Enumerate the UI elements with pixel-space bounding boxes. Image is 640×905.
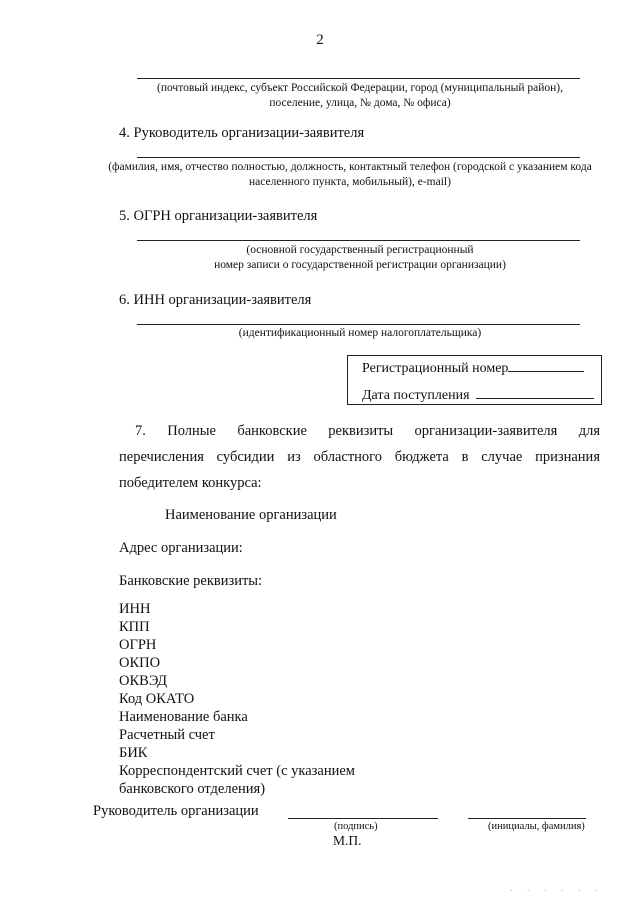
stamp-label: М.П. [333,833,362,848]
bank-field-bank-name: Наименование банка [119,709,248,725]
signature-caption: (подпись) [334,821,378,832]
address-fill-line [137,78,580,79]
bank-field-corr-account: Корреспондентский счет (с указанием [119,763,355,779]
org-address-label: Адрес организации: [119,540,243,556]
bank-field-corr-account-cont: банковского отделения) [119,781,266,797]
bank-field-account: Расчетный счет [119,727,215,743]
footer-marks: . . . . . . [510,883,604,894]
item-5-caption [150,243,570,273]
item-7-paragraph [119,418,600,496]
received-date-label: Дата поступления [362,388,470,403]
head-signature-label: Руководитель организации [93,803,259,819]
bank-fields-list [119,600,355,798]
received-date-row [362,385,594,404]
name-caption: (инициалы, фамилия) [488,821,585,832]
bank-field-okato: Код ОКАТО [119,691,195,707]
address-caption-line-2: поселение, улица, № дома, № офиса) [269,97,451,109]
registration-box [347,355,602,405]
item-5-caption-line-2: номер записи о государственной регистрации организации) [214,259,506,271]
bank-field-kpp: КПП [119,619,150,635]
item-4-caption [95,160,605,190]
item-4-fill-line [137,157,580,158]
bank-field-inn: ИНН [119,601,151,617]
item-5-caption-line-1: (основной государственный регистрационный [246,244,474,256]
item-6-fill-line [137,324,580,325]
item-5-label: 5. ОГРН организации-заявителя [119,208,318,224]
bank-details-label: Банковские реквизиты: [119,573,263,589]
item-6-label: 6. ИНН организации-заявителя [119,292,312,308]
address-caption-line-1: (почтовый индекс, субъект Российской Федерации, город (муниципальный район), [157,82,563,94]
org-name-label: Наименование организации [165,507,337,523]
item-5-fill-line [137,240,580,241]
page-number: 2 [316,32,324,48]
item-4-caption-line-2: населенного пункта, мобильный), e-mail) [249,176,451,188]
bank-field-okpo: ОКПО [119,655,161,671]
item-6-caption [150,326,570,341]
bank-field-okved: ОКВЭД [119,673,168,689]
bank-field-bik: БИК [119,745,148,761]
received-date-field[interactable] [476,385,594,399]
signature-line[interactable] [288,818,438,819]
item-6-caption-line-1: (идентификационный номер налогоплательщика) [238,327,482,339]
reg-number-row [362,358,584,377]
bank-field-ogrn: ОГРН [119,637,157,653]
address-caption [120,81,600,111]
item-7-line-1: 7. Полные банковские реквизиты организации-заявителя для [135,423,600,439]
item-7-line-2: перечисления субсидии из областного бюджета в случае признания [119,449,600,465]
name-line[interactable] [468,818,586,819]
reg-number-label: Регистрационный номер [362,361,509,376]
item-7-line-3: победителем конкурса: [119,475,262,491]
item-4-caption-line-1: (фамилия, имя, отчество полностью, должность, контактный телефон (городской с указанием кода [108,161,592,173]
item-4-label: 4. Руководитель организации-заявителя [119,125,365,141]
reg-number-field[interactable] [508,358,584,372]
